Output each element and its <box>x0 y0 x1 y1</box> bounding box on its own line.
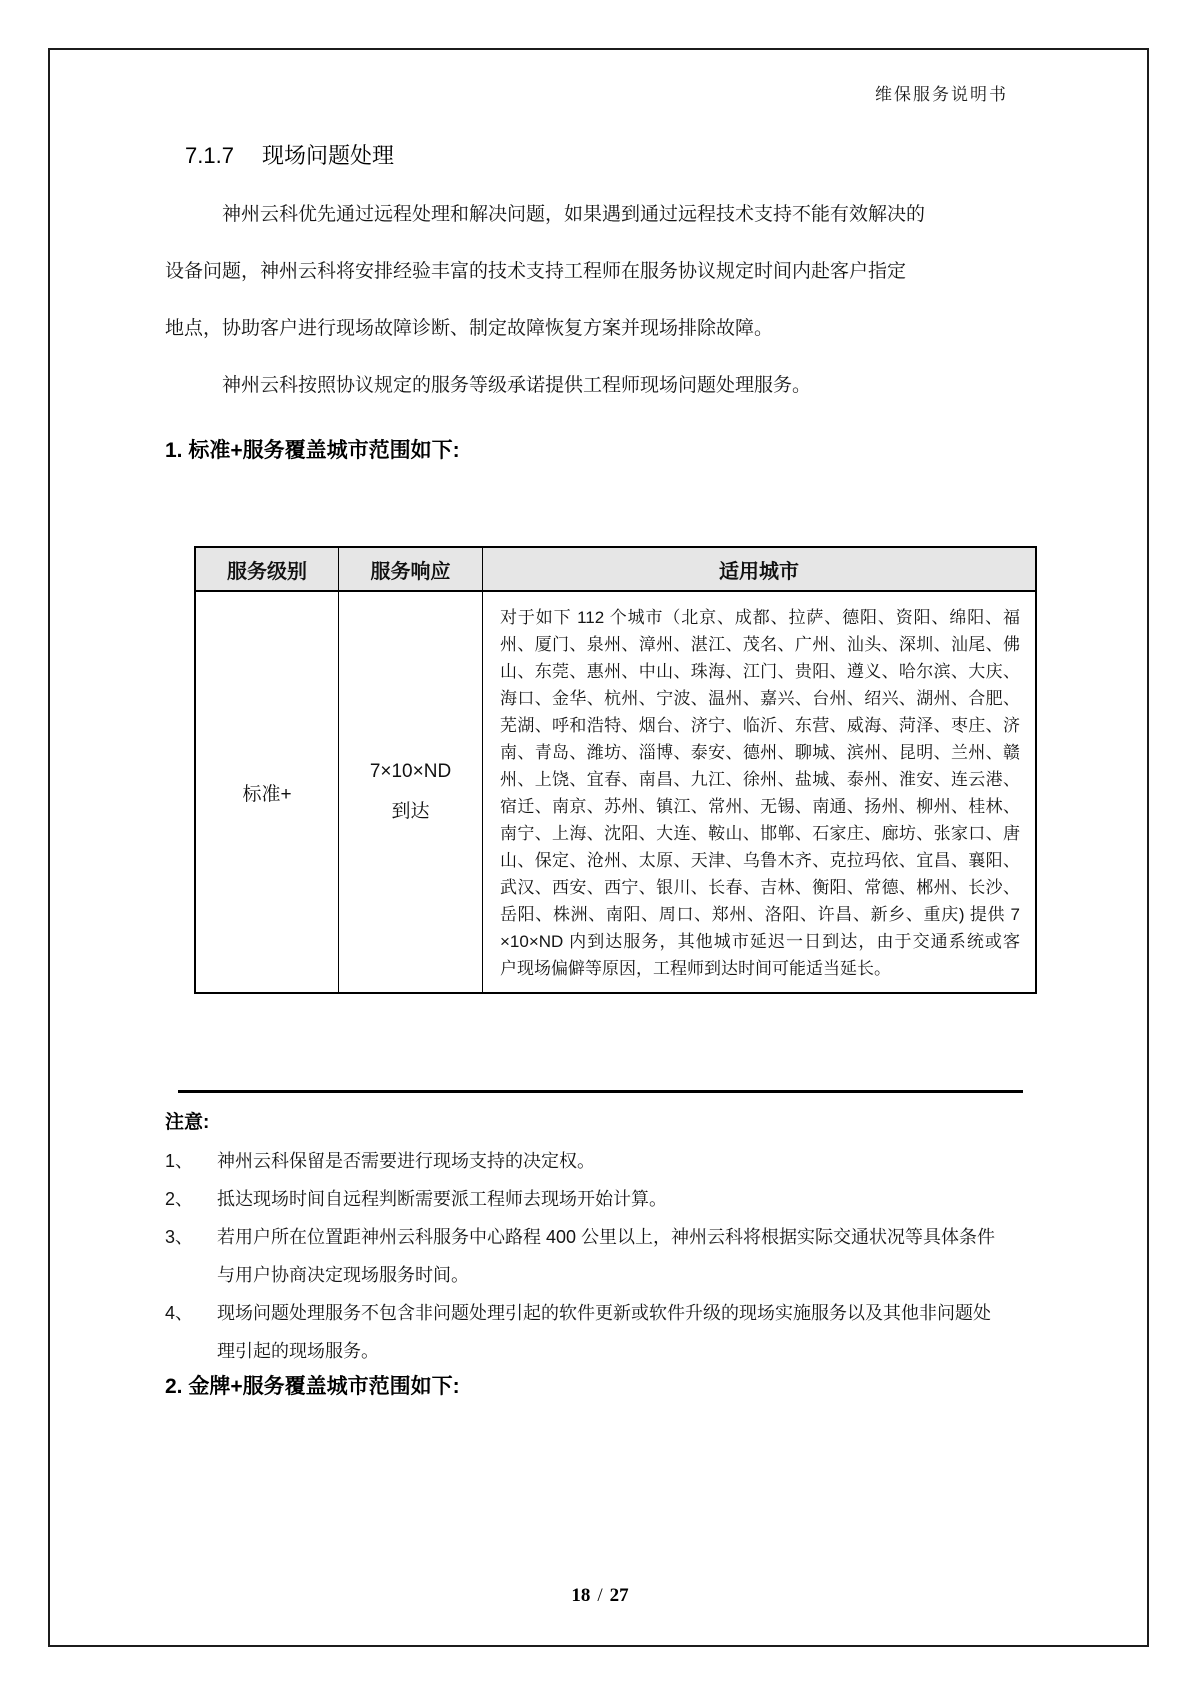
section-heading <box>185 141 394 171</box>
cities-line: 芜湖、呼和浩特、烟台、济宁、临沂、东营、威海、菏泽、枣庄、济 <box>500 716 1020 735</box>
note-number: 1、 <box>165 1151 194 1171</box>
note-item <box>165 1180 1027 1218</box>
cities-line: 户现场偏僻等原因，工程师到达时间可能适当延长。 <box>500 959 891 978</box>
service-coverage-table <box>194 546 1037 994</box>
note-item <box>165 1142 1027 1180</box>
cell-service-response <box>338 592 482 992</box>
cities-line: ×10×ND 内到达服务，其他城市延迟一日到达，由于交通系统或客 <box>500 932 1020 951</box>
paragraph-line: 设备问题，神州云科将安排经验丰富的技术支持工程师在服务协议规定时间内赴客户指定 <box>165 261 907 282</box>
service-response-line: 7×10×ND <box>369 761 452 782</box>
table-header-row <box>196 548 1035 592</box>
cities-line: 宿迁、南京、苏州、镇江、常州、无锡、南通、扬州、柳州、桂林、 <box>500 797 1020 816</box>
page-footer <box>0 1585 1200 1607</box>
note-text: 与用户协商决定现场服务时间。 <box>217 1265 469 1285</box>
header-applicable-cities: 适用城市 <box>482 548 1035 590</box>
cities-line: 海口、金华、杭州、宁波、温州、嘉兴、台州、绍兴、湖州、合肥、 <box>500 689 1020 708</box>
cities-line: 山、东莞、惠州、中山、珠海、江门、贵阳、遵义、哈尔滨、大庆、 <box>500 662 1020 681</box>
cities-line: 州、厦门、泉州、漳州、湛江、茂名、广州、汕头、深圳、汕尾、佛 <box>500 635 1020 654</box>
cities-line: 山、保定、沧州、太原、天津、乌鲁木齐、克拉玛依、宜昌、襄阳、 <box>500 851 1020 870</box>
service-response-line: 到达 <box>391 801 430 822</box>
cities-line: 岳阳、株洲、南阳、周口、郑州、洛阳、许昌、新乡、重庆) 提供 7 <box>500 905 1020 924</box>
notes-label: 注意: <box>165 1112 210 1133</box>
doc-title-header: 维保服务说明书 <box>875 85 1008 104</box>
note-text: 理引起的现场服务。 <box>217 1341 379 1361</box>
note-text: 抵达现场时间自远程判断需要派工程师去现场开始计算。 <box>217 1189 667 1209</box>
cell-service-level: 标准+ <box>242 783 292 805</box>
cell-applicable-cities <box>482 592 1035 992</box>
paragraph-line: 神州云科优先通过远程处理和解决问题，如果遇到通过远程技术支持不能有效解决的 <box>222 204 926 225</box>
header-service-level: 服务级别 <box>227 560 307 583</box>
cities-line: 对于如下 112 个城市（北京、成都、拉萨、德阳、资阳、绵阳、福 <box>500 608 1020 627</box>
note-text: 现场问题处理服务不包含非问题处理引起的软件更新或软件升级的现场实施服务以及其他非问题处 <box>217 1303 991 1323</box>
table-row <box>196 592 1035 992</box>
section-number: 7.1.7 <box>185 143 234 168</box>
note-number: 3、 <box>165 1227 194 1247</box>
header-service-response: 服务响应 <box>338 548 482 590</box>
page-number: 18 <box>571 1585 591 1606</box>
note-item <box>165 1294 1027 1370</box>
note-text: 若用户所在位置距神州云科服务中心路程 400 公里以上，神州云科将根据实际交通状况等具体条件 <box>217 1227 996 1247</box>
section-title: 现场问题处理 <box>261 143 394 168</box>
note-number: 4、 <box>165 1303 194 1323</box>
list-heading-standard-plus: 1. 标准+服务覆盖城市范围如下: <box>165 439 460 462</box>
page-total: 27 <box>609 1585 629 1606</box>
note-text: 神州云科保留是否需要进行现场支持的决定权。 <box>217 1151 595 1171</box>
list-heading-gold-plus: 2. 金牌+服务覆盖城市范围如下: <box>165 1375 460 1398</box>
section-divider-rule <box>178 1090 1023 1093</box>
body-paragraphs <box>165 186 1025 414</box>
cities-line: 南宁、上海、沈阳、大连、鞍山、邯郸、石家庄、廊坊、张家口、唐 <box>500 824 1020 843</box>
page-number-separator: / <box>597 1585 603 1606</box>
paragraph-line: 神州云科按照协议规定的服务等级承诺提供工程师现场问题处理服务。 <box>222 375 812 396</box>
note-number: 2、 <box>165 1189 194 1209</box>
note-item <box>165 1218 1027 1294</box>
paragraph-line: 地点，协助客户进行现场故障诊断、制定故障恢复方案并现场排除故障。 <box>165 318 774 339</box>
notes-section <box>165 1104 1027 1370</box>
cities-line: 州、上饶、宜春、南昌、九江、徐州、盐城、泰州、淮安、连云港、 <box>500 770 1020 789</box>
cities-line: 南、青岛、潍坊、淄博、泰安、德州、聊城、滨州、昆明、兰州、赣 <box>500 743 1020 762</box>
cities-line: 武汉、西安、西宁、银川、长春、吉林、衡阳、常德、郴州、长沙、 <box>500 878 1020 897</box>
